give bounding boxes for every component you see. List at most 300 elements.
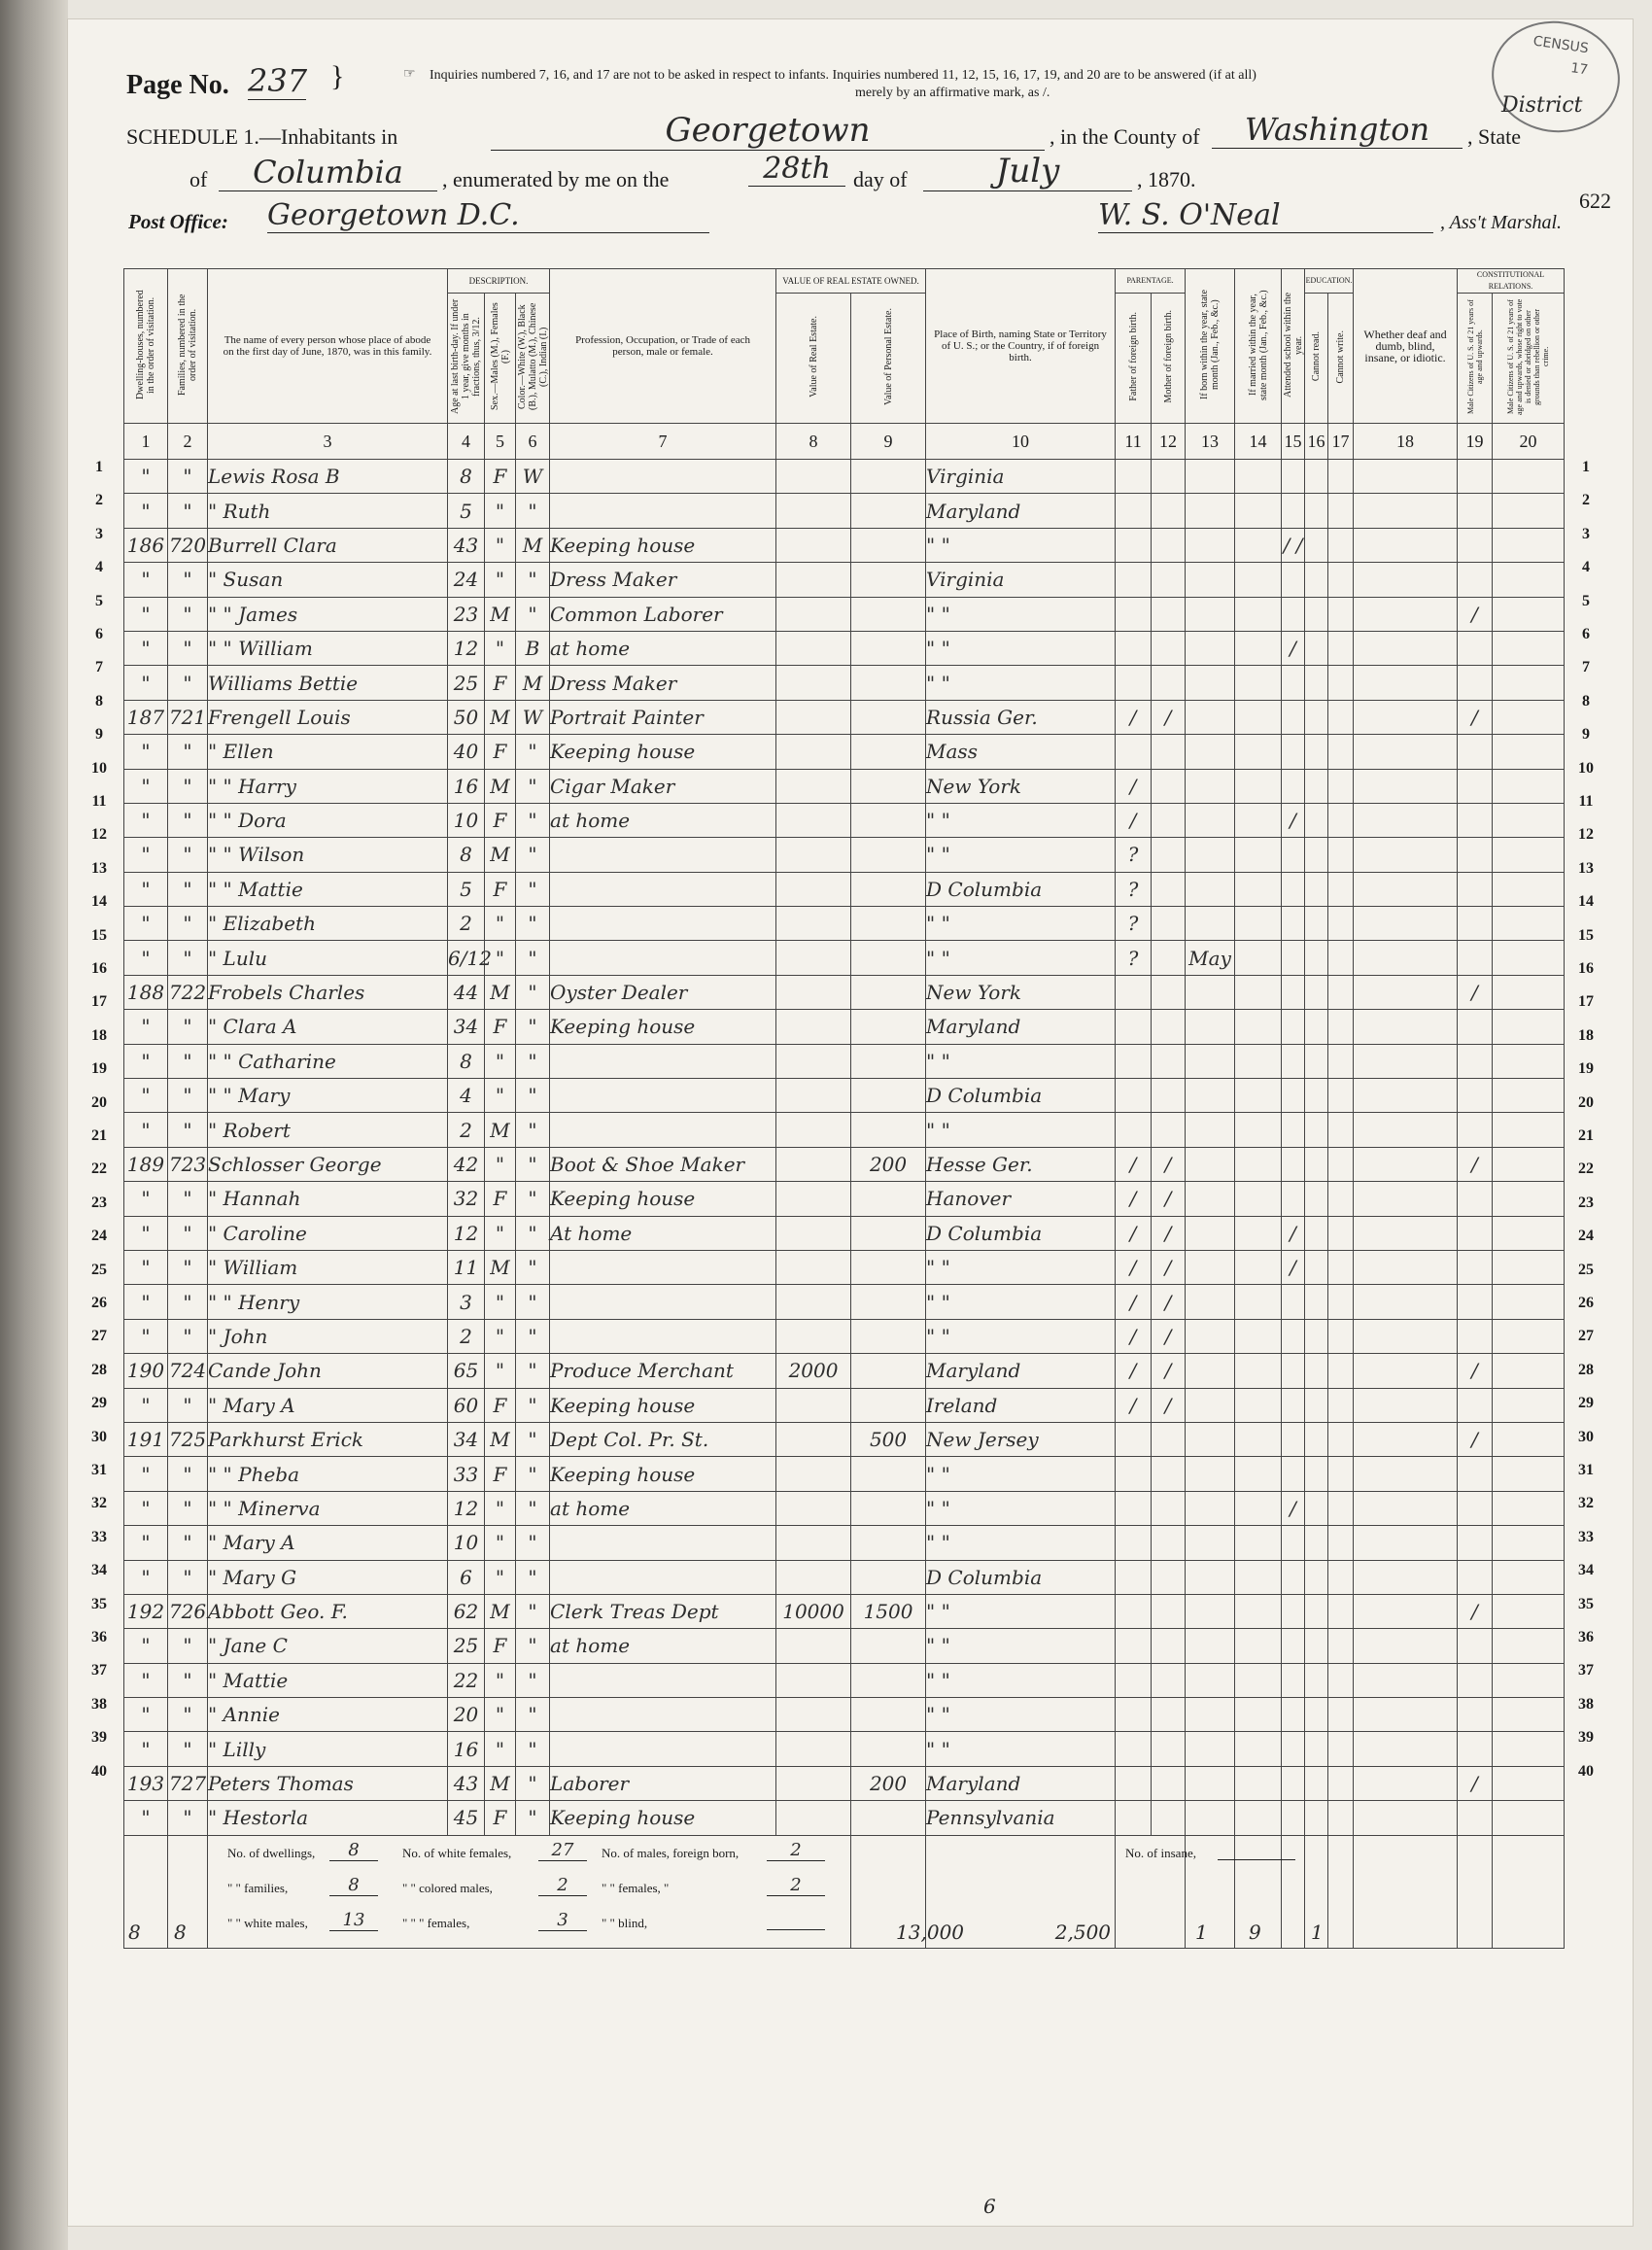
attended-school (1282, 1113, 1305, 1147)
cannot-read (1305, 1698, 1328, 1732)
cannot-write (1328, 700, 1354, 734)
mother-foreign (1152, 597, 1186, 631)
person-name: " " Pheba (208, 1457, 448, 1491)
color: " (516, 1629, 550, 1663)
table-row (124, 631, 1565, 665)
sex: M (485, 975, 516, 1009)
occupation (550, 838, 776, 872)
table-row (124, 1250, 1565, 1284)
personal-estate-value (851, 1629, 926, 1663)
birthplace: Maryland (926, 494, 1116, 528)
male-citizen (1458, 1250, 1493, 1284)
sex: F (485, 1182, 516, 1216)
married-month (1235, 1732, 1282, 1766)
personal-estate-value (851, 735, 926, 769)
attended-school (1282, 735, 1305, 769)
married-month (1235, 735, 1282, 769)
cannot-write (1328, 1663, 1354, 1697)
cannot-write (1328, 1010, 1354, 1044)
birthplace: " " (926, 907, 1116, 941)
occupation: Keeping house (550, 1388, 776, 1422)
voting-denied (1493, 528, 1565, 562)
personal-estate-value (851, 1044, 926, 1078)
line-number: 20 (1578, 1093, 1594, 1111)
married-month (1235, 528, 1282, 562)
marshal-name: W. S. O'Neal (1098, 198, 1433, 233)
age: 10 (448, 1526, 485, 1560)
father-foreign: / (1116, 1354, 1152, 1388)
male-citizen (1458, 1560, 1493, 1594)
col-cannot-read-header: Cannot read. (1305, 294, 1328, 424)
occupation: Produce Merchant (550, 1354, 776, 1388)
father-foreign (1116, 1560, 1152, 1594)
dwelling-number: 187 (124, 700, 168, 734)
father-foreign: / (1116, 1388, 1152, 1422)
total-cannot-write-cell (1354, 1835, 1458, 1948)
colored-females-label: " " " females, (402, 1915, 470, 1930)
cannot-write (1328, 528, 1354, 562)
voting-denied (1493, 803, 1565, 837)
col-married-month-header: If married within the year, state month (Jan., Feb., &c.) (1235, 269, 1282, 424)
table-row (124, 769, 1565, 803)
cannot-read (1305, 1147, 1328, 1181)
voting-denied (1493, 1388, 1565, 1422)
col-occupation-header: Profession, Occupation, or Trade of each person, male or female. (550, 269, 776, 424)
voting-denied (1493, 1319, 1565, 1353)
cannot-read (1305, 1491, 1328, 1525)
age: 5 (448, 494, 485, 528)
male-citizen: / (1458, 1594, 1493, 1628)
line-number: 4 (95, 559, 103, 576)
age: 43 (448, 1766, 485, 1800)
dwelling-number: " (124, 1629, 168, 1663)
personal-estate-value (851, 941, 926, 975)
col-voting-denied-header: Male Citizens of U. S. of 21 years of age and upwards, whose right to vote is denied or abridged on other grounds than rebellion or other crime. (1493, 294, 1565, 424)
parentage-group-header: PARENTAGE. (1116, 269, 1186, 294)
cannot-write (1328, 1594, 1354, 1628)
male-citizen (1458, 460, 1493, 494)
dwelling-number: " (124, 1698, 168, 1732)
cannot-read (1305, 1010, 1328, 1044)
line-number: 37 (91, 1662, 107, 1679)
table-row (124, 1491, 1565, 1525)
attended-school (1282, 1147, 1305, 1181)
column-number: 8 (776, 424, 851, 460)
schedule-label: SCHEDULE 1.—Inhabitants in (126, 124, 398, 149)
voting-denied (1493, 700, 1565, 734)
father-foreign (1116, 1526, 1152, 1560)
male-citizen (1458, 1629, 1493, 1663)
disability (1354, 1354, 1458, 1388)
personal-estate-value (851, 528, 926, 562)
person-name: Frengell Louis (208, 700, 448, 734)
male-citizen: / (1458, 1422, 1493, 1456)
mother-foreign: / (1152, 1182, 1186, 1216)
disability (1354, 1629, 1458, 1663)
age: 8 (448, 838, 485, 872)
table-row (124, 1526, 1565, 1560)
cannot-write (1328, 1491, 1354, 1525)
line-number: 3 (1582, 525, 1590, 542)
real-estate-value (776, 563, 851, 597)
cannot-write (1328, 1732, 1354, 1766)
insane-cell (1116, 1835, 1196, 1948)
person-name: " " Henry (208, 1285, 448, 1319)
constitutional-group-header: CONSTITUTIONAL RELATIONS. (1458, 269, 1565, 294)
col-cannot-write-header: Cannot write. (1328, 294, 1354, 424)
birthplace: " " (926, 1285, 1116, 1319)
cannot-write (1328, 1319, 1354, 1353)
table-row (124, 1354, 1565, 1388)
cannot-read (1305, 1182, 1328, 1216)
born-month (1186, 872, 1235, 906)
father-foreign (1116, 1044, 1152, 1078)
voting-denied (1493, 1147, 1565, 1181)
column-number: 10 (926, 424, 1116, 460)
sex: F (485, 666, 516, 700)
voting-denied (1493, 1801, 1565, 1835)
personal-estate-value (851, 838, 926, 872)
dwelling-number: " (124, 597, 168, 631)
disability (1354, 803, 1458, 837)
birthplace: " " (926, 1457, 1116, 1491)
mother-foreign (1152, 872, 1186, 906)
age: 2 (448, 907, 485, 941)
color: " (516, 1526, 550, 1560)
column-number: 13 (1186, 424, 1235, 460)
table-row (124, 1010, 1565, 1044)
male-citizen: / (1458, 1766, 1493, 1800)
birthplace: Ireland (926, 1388, 1116, 1422)
column-number: 15 (1282, 424, 1305, 460)
real-estate-value (776, 872, 851, 906)
summary-counts-cell (208, 1835, 851, 1948)
person-name: " " William (208, 631, 448, 665)
age: 4 (448, 1079, 485, 1113)
age: 12 (448, 631, 485, 665)
cannot-read (1305, 563, 1328, 597)
birthplace: New Jersey (926, 1422, 1116, 1456)
personal-estate-value (851, 872, 926, 906)
mother-foreign (1152, 1766, 1186, 1800)
personal-estate-value (851, 563, 926, 597)
real-estate-value (776, 975, 851, 1009)
male-citizen (1458, 1698, 1493, 1732)
father-foreign (1116, 494, 1152, 528)
disability (1354, 872, 1458, 906)
line-number: 20 (91, 1093, 107, 1111)
disability (1354, 631, 1458, 665)
cannot-read (1305, 735, 1328, 769)
dwelling-number: 186 (124, 528, 168, 562)
dwelling-number: " (124, 1182, 168, 1216)
color: " (516, 803, 550, 837)
line-number: 11 (91, 793, 107, 810)
disability (1354, 1216, 1458, 1250)
attended-school (1282, 1044, 1305, 1078)
color: " (516, 1491, 550, 1525)
birthplace: D Columbia (926, 872, 1116, 906)
attended-school (1282, 1319, 1305, 1353)
mother-foreign (1152, 1698, 1186, 1732)
occupation: Boot & Shoe Maker (550, 1147, 776, 1181)
cannot-read (1305, 1250, 1328, 1284)
line-number: 33 (1578, 1528, 1594, 1545)
male-citizen: / (1458, 1354, 1493, 1388)
sex: " (485, 1319, 516, 1353)
stamp-number: 622 (1579, 189, 1611, 213)
father-foreign (1116, 1766, 1152, 1800)
occupation: at home (550, 1629, 776, 1663)
sex: " (485, 1491, 516, 1525)
birthplace: " " (926, 1629, 1116, 1663)
family-number: " (168, 838, 208, 872)
column-number: 9 (851, 424, 926, 460)
birthplace: Pennsylvania (926, 1801, 1116, 1835)
total-estate-cell (851, 1835, 965, 1948)
white-males-label: " " white males, (227, 1915, 308, 1930)
born-month (1186, 1319, 1235, 1353)
birthplace: " " (926, 1594, 1116, 1628)
color: " (516, 1732, 550, 1766)
col-dwelling-header: Dwelling-houses, numbered in the order of visitation. (124, 269, 168, 424)
married-month (1235, 941, 1282, 975)
col-real-estate-header: Value of Real Estate. (776, 294, 851, 424)
cannot-read (1305, 1079, 1328, 1113)
cannot-read (1305, 1801, 1328, 1835)
enumeration-month: July (923, 152, 1132, 191)
married-month (1235, 1354, 1282, 1388)
occupation (550, 1560, 776, 1594)
of-label: of (189, 167, 208, 191)
total-citizens-cell (1493, 1835, 1565, 1948)
birthplace: " " (926, 1663, 1116, 1697)
real-estate-value (776, 1491, 851, 1525)
mother-foreign (1152, 494, 1186, 528)
disability (1354, 1560, 1458, 1594)
age: 2 (448, 1113, 485, 1147)
table-row (124, 1319, 1565, 1353)
sex: M (485, 838, 516, 872)
age: 44 (448, 975, 485, 1009)
color: " (516, 563, 550, 597)
cannot-read (1305, 803, 1328, 837)
sex: " (485, 1732, 516, 1766)
line-number: 14 (1578, 893, 1594, 911)
occupation (550, 872, 776, 906)
birthplace: Maryland (926, 1354, 1116, 1388)
real-estate-value (776, 1526, 851, 1560)
birthplace: Virginia (926, 460, 1116, 494)
cannot-read (1305, 494, 1328, 528)
family-number: " (168, 1457, 208, 1491)
born-month (1186, 1285, 1235, 1319)
dwelling-number: " (124, 1732, 168, 1766)
birthplace: Maryland (926, 1010, 1116, 1044)
cannot-read (1305, 700, 1328, 734)
white-males-count: 13 (329, 1910, 378, 1931)
family-number: " (168, 1560, 208, 1594)
attended-school: / (1282, 631, 1305, 665)
person-name: " " Wilson (208, 838, 448, 872)
personal-estate-value: 1500 (851, 1594, 926, 1628)
age: 12 (448, 1216, 485, 1250)
attended-school (1282, 1388, 1305, 1422)
cannot-read (1305, 975, 1328, 1009)
disability (1354, 1388, 1458, 1422)
age: 2 (448, 1319, 485, 1353)
cannot-read (1305, 460, 1328, 494)
personal-estate-value (851, 1526, 926, 1560)
birthplace: Mass (926, 735, 1116, 769)
color: M (516, 528, 550, 562)
married-month (1235, 700, 1282, 734)
occupation (550, 1285, 776, 1319)
dwelling-number: " (124, 1044, 168, 1078)
total-families: 8 (174, 1920, 187, 1944)
family-number: " (168, 907, 208, 941)
total-dwellings: 8 (128, 1920, 141, 1944)
married-month (1235, 1250, 1282, 1284)
birthplace: " " (926, 803, 1116, 837)
born-month: May (1186, 941, 1235, 975)
age: 40 (448, 735, 485, 769)
table-row (124, 1663, 1565, 1697)
married-month (1235, 803, 1282, 837)
dwelling-number: " (124, 563, 168, 597)
occupation (550, 1044, 776, 1078)
married-month (1235, 1457, 1282, 1491)
mother-foreign (1152, 1457, 1186, 1491)
father-foreign (1116, 1491, 1152, 1525)
disability (1354, 460, 1458, 494)
line-number: 35 (91, 1595, 107, 1612)
mother-foreign (1152, 803, 1186, 837)
table-row (124, 1388, 1565, 1422)
mother-foreign (1152, 1663, 1186, 1697)
state-name: Columbia (219, 154, 437, 191)
occupation: Laborer (550, 1766, 776, 1800)
dwelling-number: 190 (124, 1354, 168, 1388)
birthplace: " " (926, 838, 1116, 872)
married-month (1235, 1319, 1282, 1353)
table-row (124, 563, 1565, 597)
attended-school (1282, 563, 1305, 597)
age: 10 (448, 803, 485, 837)
male-citizen (1458, 563, 1493, 597)
sex: " (485, 494, 516, 528)
married-month (1235, 1113, 1282, 1147)
cannot-read (1305, 597, 1328, 631)
cannot-read (1305, 631, 1328, 665)
personal-estate-value: 200 (851, 1147, 926, 1181)
real-estate-value (776, 666, 851, 700)
real-estate-value (776, 1010, 851, 1044)
cannot-write (1328, 1698, 1354, 1732)
voting-denied (1493, 1216, 1565, 1250)
sex: F (485, 735, 516, 769)
cannot-read (1305, 1560, 1328, 1594)
attended-school (1282, 1801, 1305, 1835)
attended-school: / (1282, 1216, 1305, 1250)
age: 23 (448, 597, 485, 631)
sex: M (485, 1594, 516, 1628)
occupation (550, 1663, 776, 1697)
dwelling-number: " (124, 1319, 168, 1353)
dwelling-number: " (124, 1491, 168, 1525)
brace-glyph: } (330, 60, 345, 92)
age: 50 (448, 700, 485, 734)
real-estate-value (776, 1319, 851, 1353)
personal-estate-value (851, 1698, 926, 1732)
voting-denied (1493, 975, 1565, 1009)
description-group-header: DESCRIPTION. (448, 269, 550, 294)
occupation: Common Laborer (550, 597, 776, 631)
real-estate-value (776, 1422, 851, 1456)
mother-foreign (1152, 975, 1186, 1009)
column-number: 20 (1493, 424, 1565, 460)
person-name: " Clara A (208, 1010, 448, 1044)
disability (1354, 941, 1458, 975)
cannot-read (1305, 872, 1328, 906)
voting-denied (1493, 1182, 1565, 1216)
father-foreign: ? (1116, 941, 1152, 975)
voting-denied (1493, 1594, 1565, 1628)
born-month (1186, 1491, 1235, 1525)
dwelling-number: " (124, 769, 168, 803)
person-name: Burrell Clara (208, 528, 448, 562)
occupation: Keeping house (550, 735, 776, 769)
father-foreign: ? (1116, 907, 1152, 941)
line-number: 6 (95, 626, 103, 642)
real-estate-value (776, 1044, 851, 1078)
attended-school (1282, 700, 1305, 734)
cannot-read (1305, 907, 1328, 941)
male-citizen (1458, 1388, 1493, 1422)
total-personal-estate: 2,500 (1054, 1920, 1112, 1944)
color: " (516, 1182, 550, 1216)
mother-foreign (1152, 1079, 1186, 1113)
voting-denied (1493, 563, 1565, 597)
born-month (1186, 1766, 1235, 1800)
male-citizen (1458, 1079, 1493, 1113)
personal-estate-value (851, 1388, 926, 1422)
male-citizen (1458, 1113, 1493, 1147)
total-disability-cell (1458, 1835, 1493, 1948)
line-number: 2 (95, 492, 103, 509)
male-citizen (1458, 1216, 1493, 1250)
personal-estate-value (851, 460, 926, 494)
dwelling-number: " (124, 1113, 168, 1147)
table-row (124, 838, 1565, 872)
occupation: Keeping house (550, 1801, 776, 1835)
voting-denied (1493, 666, 1565, 700)
attended-school (1282, 1526, 1305, 1560)
personal-estate-value (851, 1113, 926, 1147)
line-number: 26 (91, 1295, 107, 1311)
table-row (124, 1182, 1565, 1216)
personal-estate-value (851, 1182, 926, 1216)
sex: M (485, 700, 516, 734)
disability (1354, 1801, 1458, 1835)
foreign-males-count: 2 (767, 1840, 825, 1861)
cannot-write (1328, 1113, 1354, 1147)
attended-school (1282, 769, 1305, 803)
attended-school: / (1282, 1491, 1305, 1525)
line-number: 6 (1582, 626, 1590, 642)
married-month (1235, 1079, 1282, 1113)
real-estate-value (776, 597, 851, 631)
